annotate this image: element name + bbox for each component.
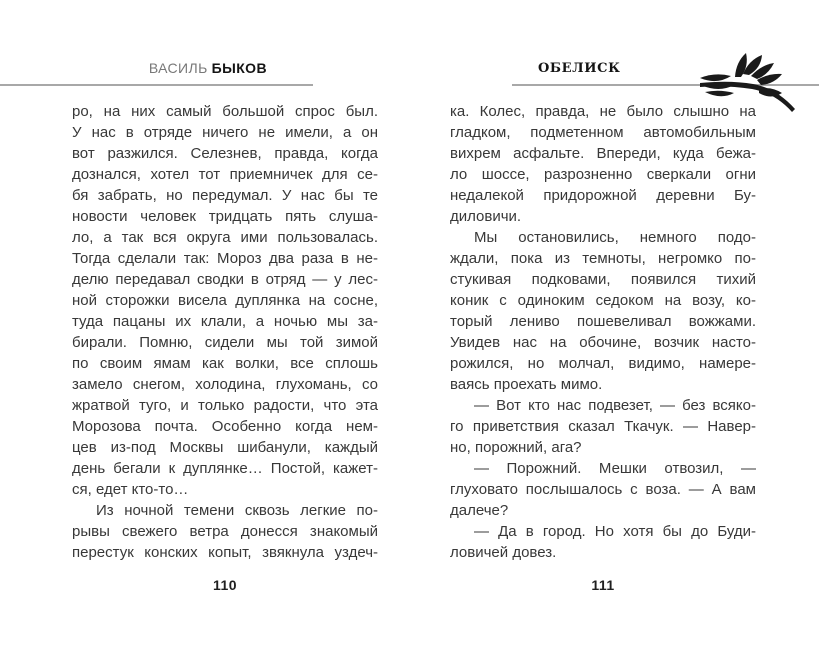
- text-line: ло, а так вся округа ими пользовалась.: [72, 229, 378, 246]
- text-line: ждали, пока из темноты, негромко по-: [450, 250, 756, 267]
- text-line: ваясь проехать мимо.: [450, 376, 603, 393]
- text-line: — Да в город. Но хотя бы до Буди-: [474, 523, 756, 540]
- text-line: ловичей довез.: [450, 544, 557, 561]
- left-page-text-column: [72, 101, 378, 563]
- text-line: вихрем асфальте. Впереди, куда бежа-: [450, 145, 756, 162]
- text-line: день бегали к дуплянке… Постой, кажет-: [72, 460, 378, 477]
- text-line: вот разжился. Селезнев, правда, когда: [72, 145, 378, 162]
- text-line: бирали. Помню, сидели мы той зимой: [72, 334, 378, 351]
- text-line: Из ночной темени сквозь легкие по-: [96, 502, 378, 519]
- page-number-right: 111: [591, 577, 615, 593]
- text-line: — Порожний. Мешки отвозил, —: [474, 460, 756, 477]
- text-line: торый лениво пошевеливал вожжами.: [450, 313, 756, 330]
- text-line: ся, едет кто-то…: [72, 481, 189, 498]
- text-line: замело снегом, холодина, глухомань, со: [72, 376, 378, 393]
- author-first-name: ВАСИЛЬ: [148, 60, 208, 76]
- text-line: коник с одиноким седоком на возу, ко-: [450, 292, 756, 309]
- text-line: бя забрать, но передумал. У нас бы те: [72, 187, 378, 204]
- text-line: дознался, хотел тот приемничек для се-: [72, 166, 378, 183]
- text-line: стукивая подковами, появился тихий: [450, 271, 756, 288]
- right-page-text-column: [450, 101, 756, 563]
- text-line: но, порожний, ага?: [450, 439, 582, 456]
- text-line: цев из-под Москвы шибанули, каждый: [72, 439, 378, 456]
- author-last-name: БЫКОВ: [211, 60, 267, 76]
- text-line: делю передавал сводки в отряд — у лес-: [72, 271, 378, 288]
- text-line: ка. Колес, правда, не было слышно на: [450, 103, 756, 120]
- text-line: Морозова почта. Особенно когда нем-: [72, 418, 378, 435]
- text-line: далече?: [450, 502, 509, 519]
- running-head-author: [0, 60, 313, 76]
- text-line: перестук конских копыт, звякнула уздеч-: [72, 544, 378, 561]
- text-line: Мы остановились, немного подо-: [474, 229, 756, 246]
- text-line: новости человек тридцать пять слуша-: [72, 208, 378, 225]
- text-line: ной сторожки висела дуплянка на сосне,: [72, 292, 378, 309]
- text-line: ро, на них самый большой спрос был.: [72, 103, 378, 120]
- text-line: глуховато послышалось с воза. — А вам: [450, 481, 756, 498]
- text-line: У нас в отряде ничего не имели, а он: [72, 124, 378, 141]
- text-line: по своим ямам как волки, все сплошь: [72, 355, 378, 372]
- text-line: рывы свежего ветра донесся знакомый: [72, 523, 378, 540]
- text-line: гладком, подметенном автомобильным: [450, 124, 756, 141]
- running-head-title: ОБЕЛИСК: [538, 61, 621, 76]
- header-rule-left: [0, 84, 313, 86]
- page-number-left: 110: [212, 577, 238, 593]
- text-line: Тогда сделали так: Мороз два раза в не-: [72, 250, 378, 267]
- text-line: го приветствия сказал Ткачук. — Навер-: [450, 418, 756, 435]
- text-line: — Вот кто нас подвезет, — без всяко-: [474, 397, 756, 414]
- text-line: недалекой придорожной деревни Бу-: [450, 187, 756, 204]
- text-line: Увидев нас на обочине, возчик насто-: [450, 334, 756, 351]
- text-line: туда пацаны их клали, а ночью мы за-: [72, 313, 378, 330]
- text-line: жратвой туго, и только радости, что эта: [72, 397, 378, 414]
- text-line: рожился, но молчал, видимо, намере-: [450, 355, 756, 372]
- text-line: диловичи.: [450, 208, 522, 225]
- text-line: ло шоссе, разрозненно сверкали огни: [450, 166, 756, 183]
